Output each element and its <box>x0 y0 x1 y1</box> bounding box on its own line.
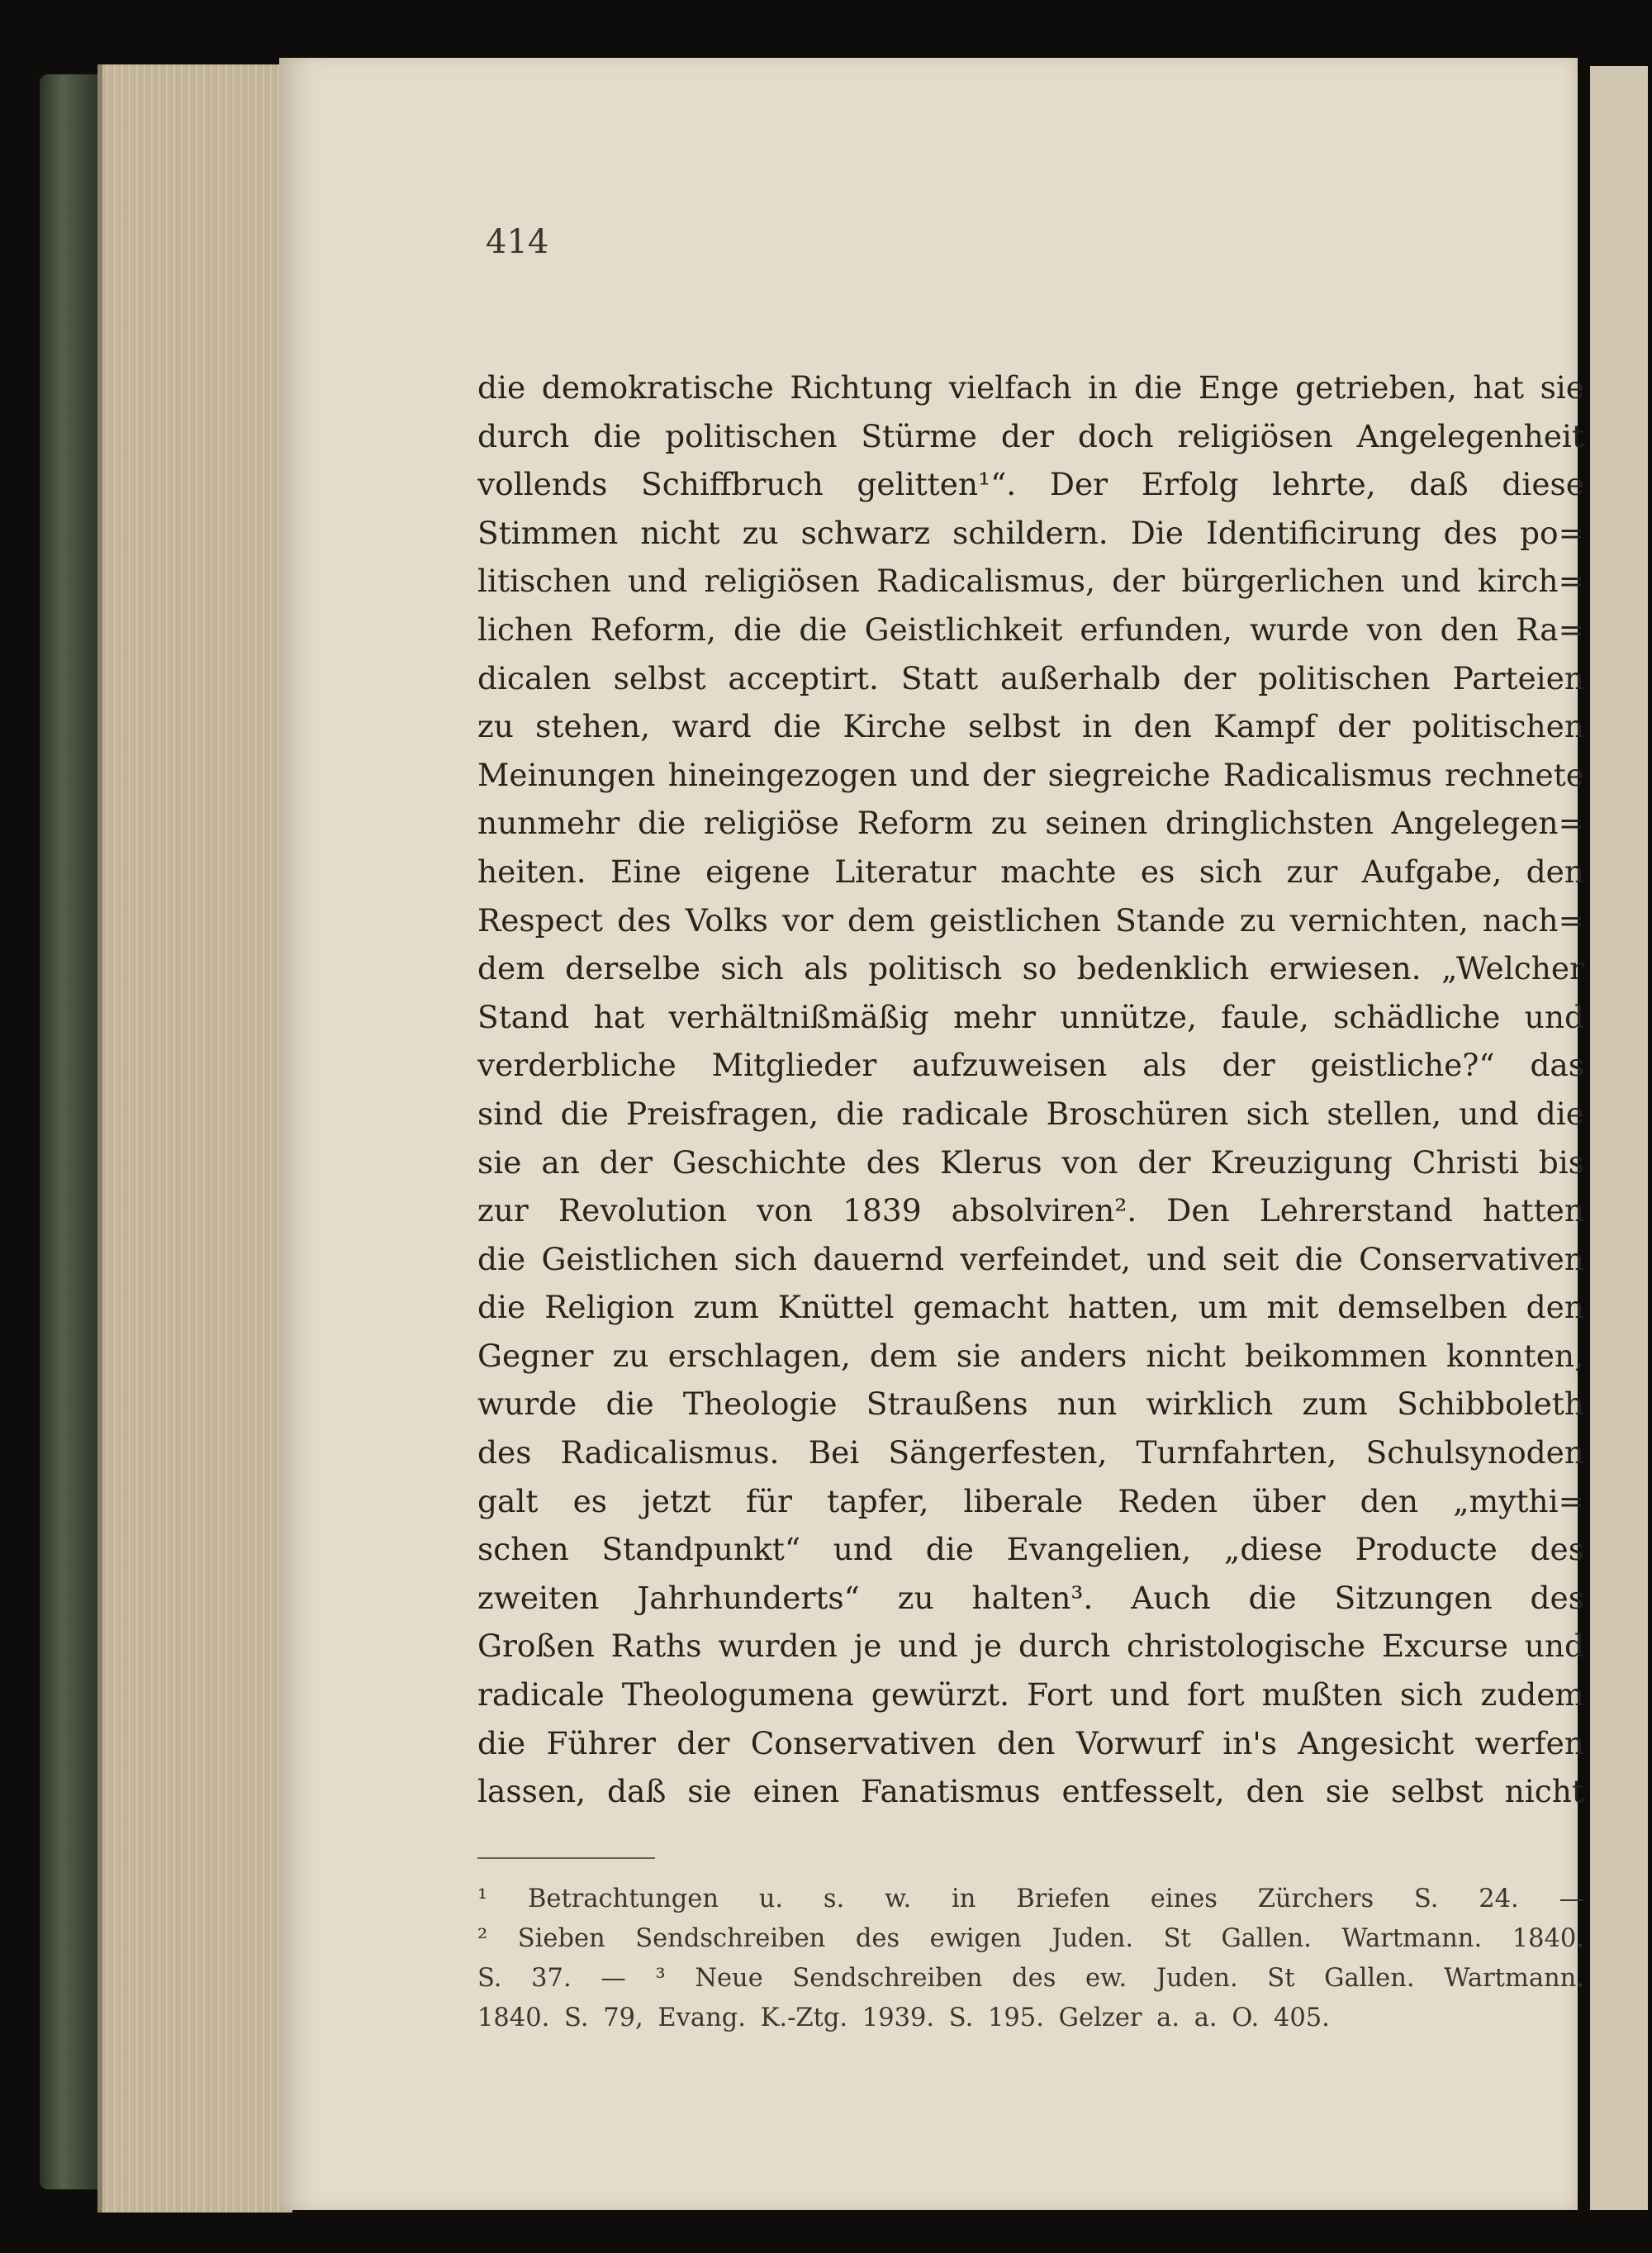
text-line: Stimmen nicht zu schwarz schildern. Die Identificirung des po= <box>477 514 1584 551</box>
text-line: zu stehen, ward die Kirche selbst in den Kampf der politischen <box>477 708 1584 745</box>
text-line: des Radicalismus. Bei Sängerfesten, Turnfahrten, Schulsynoden <box>477 1434 1584 1471</box>
text-line: galt es jetzt für tapfer, liberale Reden über den „mythi= <box>477 1482 1584 1519</box>
text-line: Respect des Volks vor dem geistlichen Stande zu vernichten, nach= <box>477 901 1584 939</box>
text-line: radicale Theologumena gewürzt. Fort und fort mußten sich zudem <box>477 1676 1584 1714</box>
text-line: sind die Preisfragen, die radicale Broschüren sich stellen, und die <box>477 1095 1584 1132</box>
text-line: heiten. Eine eigene Literatur machte es sich zur Aufgabe, den <box>477 853 1584 890</box>
footnote-line: 1840. S. 79, Evang. K.-Ztg. 1939. S. 195. Gelzer a. a. O. 405. <box>477 2003 1330 2032</box>
footnotes <box>477 1880 1584 2038</box>
footnote-rule <box>477 1857 655 1859</box>
text-line: Meinungen hineingezogen und der siegreiche Radicalismus rechnete <box>477 756 1584 793</box>
facing-page-edge <box>1590 66 1648 2210</box>
text-line: vollends Schiffbruch gelitten¹“. Der Erfolg lehrte, daß diese <box>477 466 1584 503</box>
text-line: die demokratische Richtung vielfach in die Enge getrieben, hat sie <box>477 369 1584 406</box>
text-line: die Führer der Conservativen den Vorwurf in's Angesicht werfen <box>477 1724 1584 1761</box>
text-line: Großen Raths wurden je und je durch christologische Excurse und <box>477 1628 1584 1665</box>
text-line: nunmehr die religiöse Reform zu seinen dringlichsten Angelegen= <box>477 805 1584 842</box>
text-line: die Religion zum Knüttel gemacht hatten, um mit demselben den <box>477 1289 1584 1326</box>
text-line: sie an der Geschichte des Klerus von der Kreuzigung Christi bis <box>477 1143 1584 1181</box>
text-line: dicalen selbst acceptirt. Statt außerhalb der politischen Parteien <box>477 659 1584 696</box>
footnote-line: S. 37. — ³ Neue Sendschreiben des ew. Juden. St Gallen. Wartmann. <box>477 1964 1584 1993</box>
text-line: dem derselbe sich als politisch so bedenklich erwiesen. „Welcher <box>477 950 1584 987</box>
footnote-line: ¹ Betrachtungen u. s. w. in Briefen eines Zürchers S. 24. — <box>477 1885 1584 1913</box>
text-line: zur Revolution von 1839 absolviren². Den Lehrerstand hatten <box>477 1192 1584 1229</box>
page-edges <box>97 64 292 2213</box>
text-line: wurde die Theologie Straußens nun wirklich zum Schibboleth <box>477 1386 1584 1423</box>
text-line: die Geistlichen sich dauernd verfeindet, und seit die Conservativen <box>477 1240 1584 1277</box>
text-line: Stand hat verhältnißmäßig mehr unnütze, faule, schädliche und <box>477 998 1584 1035</box>
text-line: Gegner zu erschlagen, dem sie anders nicht beikommen konnten, <box>477 1337 1584 1374</box>
text-line: lichen Reform, die die Geistlichkeit erfunden, wurde von den Ra= <box>477 611 1584 648</box>
book-spine <box>40 74 104 2189</box>
text-line: schen Standpunkt“ und die Evangelien, „diese Producte des <box>477 1531 1584 1568</box>
body-text <box>477 364 1584 1816</box>
page-number: 414 <box>486 223 549 261</box>
text-line: verderbliche Mitglieder aufzuweisen als der geistliche?“ das <box>477 1047 1584 1084</box>
footnote-line: ² Sieben Sendschreiben des ewigen Juden. St Gallen. Wartmann. 1840. <box>477 1924 1584 1953</box>
text-line: zweiten Jahrhunderts“ zu halten³. Auch die Sitzungen des <box>477 1579 1584 1616</box>
book-page <box>279 58 1584 2210</box>
text-line: litischen und religiösen Radicalismus, der bürgerlichen und kirch= <box>477 563 1584 600</box>
text-line: durch die politischen Stürme der doch religiösen Angelegenheit <box>477 417 1584 454</box>
text-line: lassen, daß sie einen Fanatismus entfesselt, den sie selbst nicht <box>477 1773 1584 1810</box>
